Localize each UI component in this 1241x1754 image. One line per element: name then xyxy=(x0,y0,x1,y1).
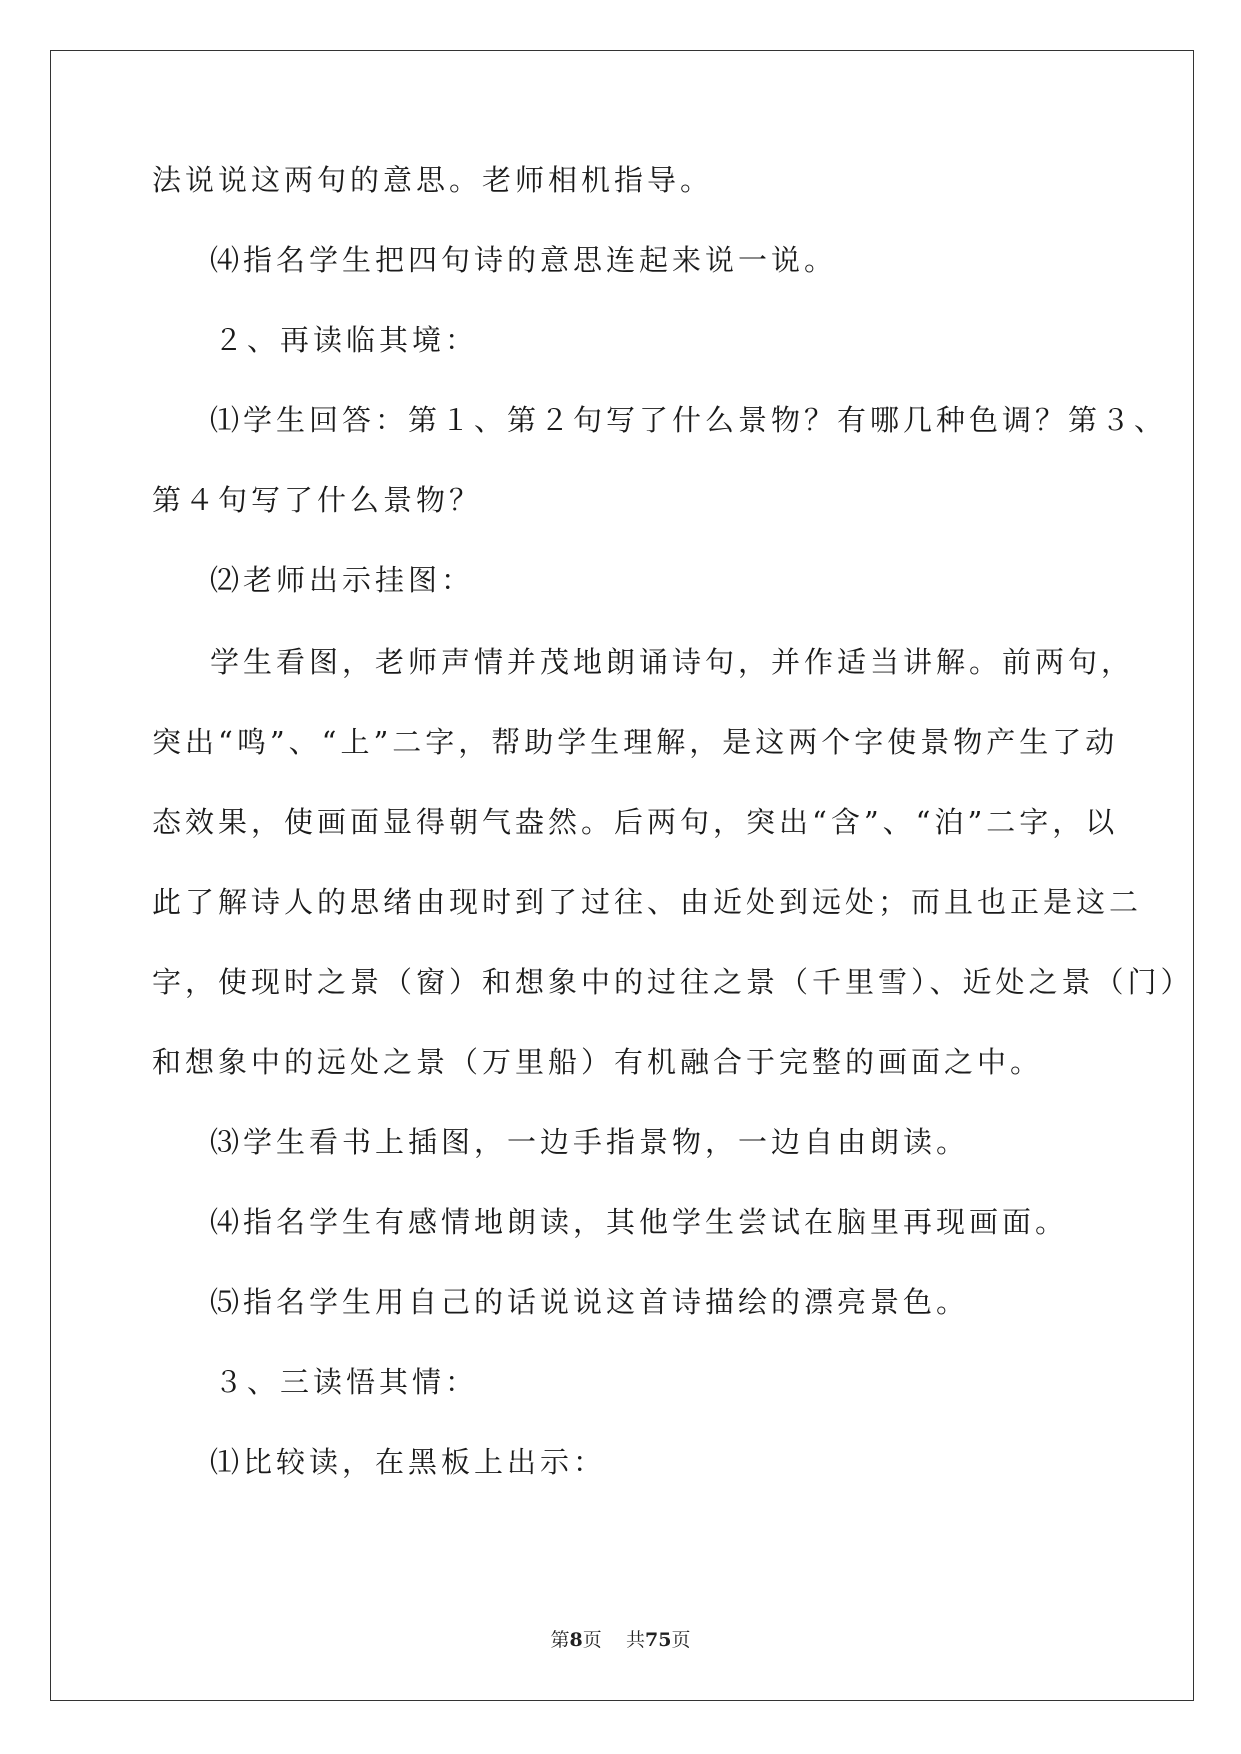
text-line: ⑵老师出示挂图： xyxy=(210,563,475,597)
text-line: 字，使现时之景（窗）和想象中的过往之景（千里雪）、近处之景（门） xyxy=(152,965,1194,999)
current-page-number: 8 xyxy=(569,1629,583,1651)
footer-total-prefix: 共 xyxy=(625,1629,645,1651)
text-line: ⑴学生回答：第１、第２句写了什么景物？有哪几种色调？第３、 xyxy=(210,403,1168,437)
text-line: 此了解诗人的思绪由现时到了过往、由近处到远处；而且也正是这二 xyxy=(152,885,1143,919)
text-line: 突出“鸣”、“上”二字，帮助学生理解，是这两个字使景物产生了动 xyxy=(152,725,1119,759)
text-line: 态效果，使画面显得朝气盎然。后两句，突出“含”、“泊”二字，以 xyxy=(152,805,1119,839)
footer-prefix: 第 xyxy=(550,1629,570,1651)
text-line: ⑷指名学生有感情地朗读，其他学生尝试在脑里再现画面。 xyxy=(210,1205,1069,1239)
page-footer xyxy=(0,1628,1241,1652)
total-page-count: 75 xyxy=(644,1629,672,1651)
section-heading: ２、再读临其境： xyxy=(214,323,479,357)
text-line: ⑷指名学生把四句诗的意思连起来说一说。 xyxy=(210,243,838,277)
footer-total-suffix: 页 xyxy=(671,1629,691,1651)
text-line: ⑴比较读，在黑板上出示： xyxy=(210,1445,607,1479)
text-line: 学生看图，老师声情并茂地朗诵诗句，并作适当讲解。前两句， xyxy=(210,645,1135,679)
text-line: 法说说这两句的意思。老师相机指导。 xyxy=(152,163,714,197)
text-line: 第４句写了什么景物？ xyxy=(152,483,483,517)
footer-page-suffix: 页 xyxy=(582,1629,602,1651)
text-line: ⑸指名学生用自己的话说说这首诗描绘的漂亮景色。 xyxy=(210,1285,970,1319)
text-line: ⑶学生看书上插图，一边手指景物，一边自由朗读。 xyxy=(210,1125,970,1159)
text-line: 和想象中的远处之景（万里船）有机融合于完整的画面之中。 xyxy=(152,1045,1044,1079)
section-heading: ３、三读悟其情： xyxy=(214,1365,479,1399)
